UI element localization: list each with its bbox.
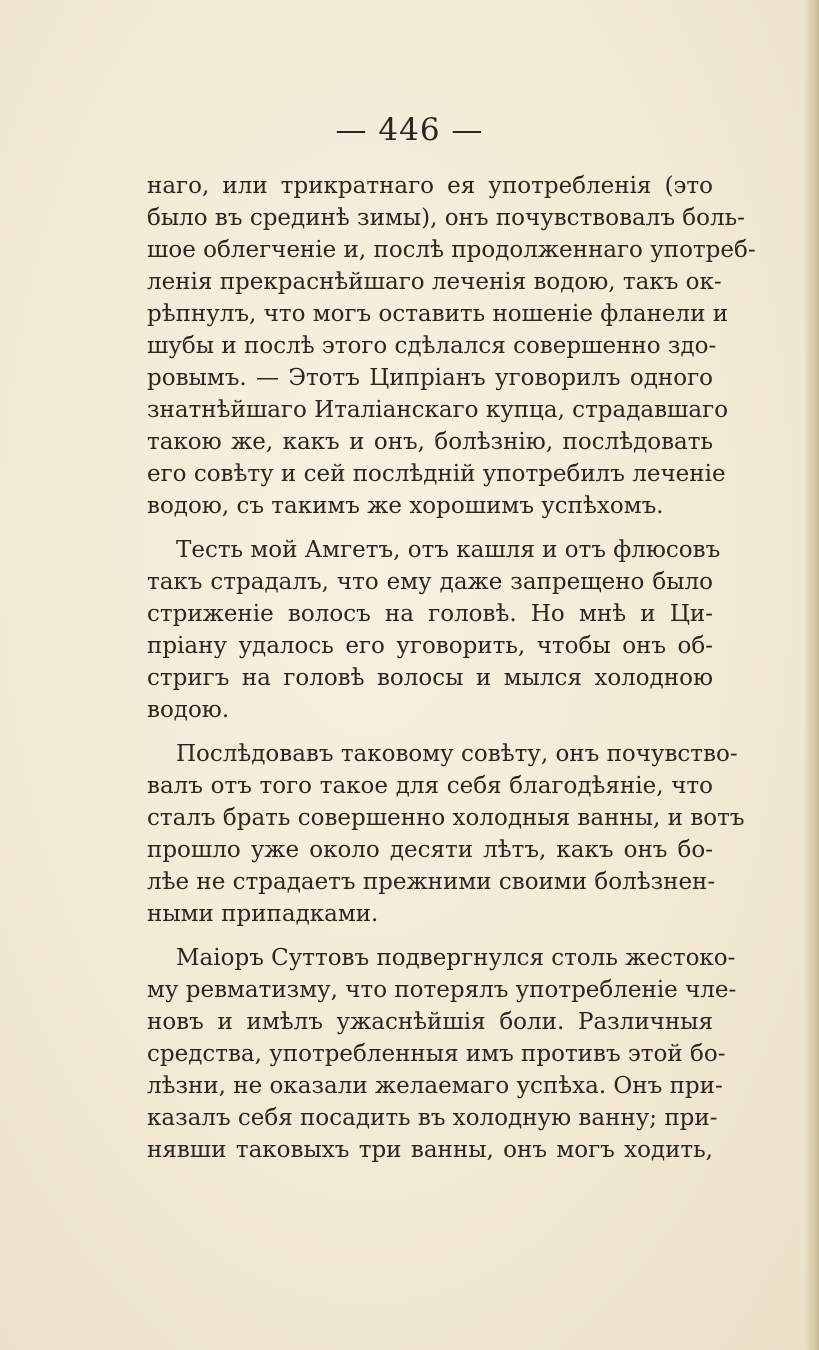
paragraph-gap (147, 930, 713, 942)
text-line: наго, или трикратнаго ея употребленія (это (147, 173, 713, 199)
text-line: шубы и послѣ этого сдѣлался совершенно здо- (147, 333, 717, 359)
text-line: стригъ на головѣ волосы и мылся холодною (147, 665, 713, 691)
text-line: прошло уже около десяти лѣтъ, какъ онъ бо- (147, 837, 713, 863)
text-line: Послѣдовавъ таковому совѣту, онъ почувство- (176, 741, 738, 767)
body-text (147, 170, 756, 1166)
text-line: знатнѣйшаго Италіанскаго купца, страдавшаго (147, 397, 729, 423)
text-line: лѣе не страдаетъ прежними своими болѣзнен- (147, 869, 716, 895)
text-line: рѣпнулъ, что могъ оставить ношеніе фланели и (147, 301, 729, 327)
text-line: Маіоръ Суттовъ подвергнулся столь жестоко- (176, 945, 736, 971)
text-line: ными припадками. (147, 901, 379, 927)
paragraph-3 (147, 738, 745, 930)
text-line: ровымъ. — Этотъ Ципріанъ уговорилъ одного (147, 365, 713, 391)
text-line: пріану удалось его уговорить, чтобы онъ об- (147, 633, 713, 659)
text-line: казалъ себя посадить въ холодную ванну; при- (147, 1105, 718, 1131)
text-line: му ревматизму, что потерялъ употребленіе чле- (147, 977, 737, 1003)
page-number: — 446 — (335, 112, 484, 148)
text-line: его совѣту и сей послѣдній употребилъ леченіе (147, 461, 726, 487)
text-line: лѣзни, не оказали желаемаго успѣха. Онъ при- (147, 1073, 723, 1099)
text-line: валъ отъ того такое для себя благодѣяніе, что (147, 773, 713, 799)
paragraph-1 (147, 170, 756, 522)
text-line: водою, съ такимъ же хорошимъ успѣхомъ. (147, 493, 664, 519)
text-line: ленія прекраснѣйшаго леченія водою, такъ ок- (147, 269, 722, 295)
paragraph-gap (147, 726, 713, 738)
text-line: шое облегченіе и, послѣ продолженнаго употреб- (147, 237, 756, 263)
text-line: нявши таковыхъ три ванны, онъ могъ ходить, (147, 1137, 713, 1163)
paragraph-2 (147, 534, 721, 726)
text-line: Тесть мой Амгетъ, отъ кашля и отъ флюсовъ (176, 537, 721, 563)
text-line: водою. (147, 697, 230, 723)
text-line: средства, употребленныя имъ противъ этой бо- (147, 1041, 726, 1067)
text-line: такою же, какъ и онъ, болѣзнію, послѣдовать (147, 429, 713, 455)
text-line: новъ и имѣлъ ужаснѣйшія боли. Различныя (147, 1009, 713, 1035)
text-line: такъ страдалъ, что ему даже запрещено было (147, 569, 713, 595)
paragraph-4 (147, 942, 737, 1166)
text-line: сталъ брать совершенно холодныя ванны, и вотъ (147, 805, 745, 831)
page-edge-shadow (805, 0, 819, 1350)
text-line: было въ срединѣ зимы), онъ почувствовалъ боль- (147, 205, 745, 231)
paragraph-gap (147, 522, 713, 534)
text-line: стриженіе волосъ на головѣ. Но мнѣ и Ци- (147, 601, 713, 627)
